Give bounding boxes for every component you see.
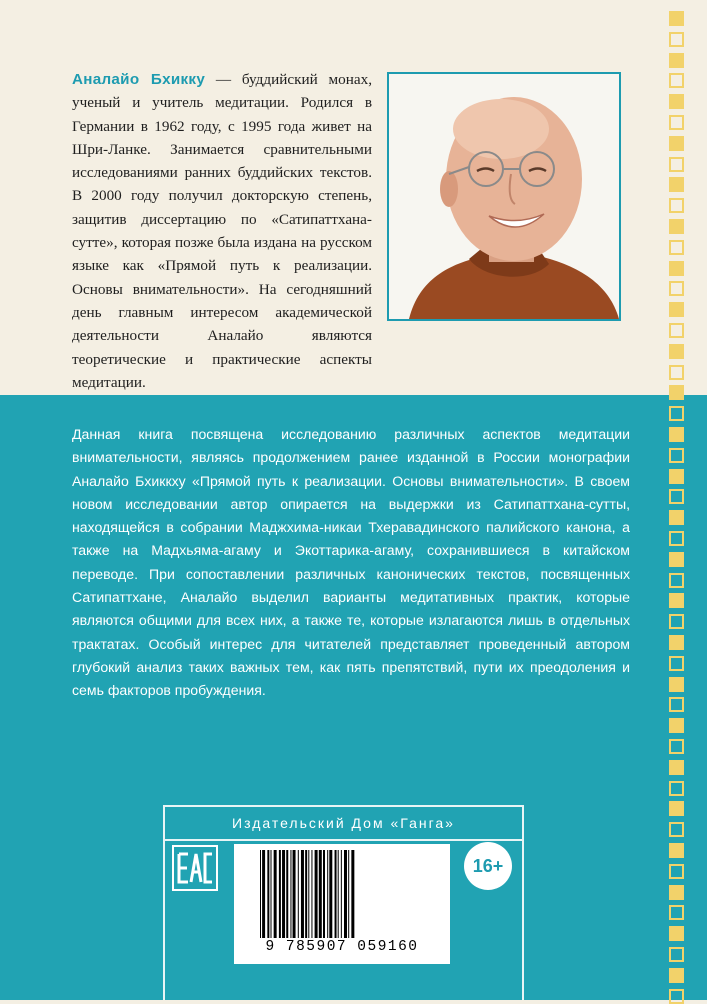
barcode-bar [329,850,332,938]
publisher-name: Издательский Дом «Ганга» [165,807,522,841]
strip-square [669,448,684,463]
strip-square [669,469,684,484]
barcode-bar [298,850,299,938]
strip-square [669,177,684,192]
strip-square [669,656,684,671]
strip-square [669,365,684,380]
strip-square [669,510,684,525]
barcode-bar [308,850,309,938]
strip-square [669,718,684,733]
author-bio-text: — буддийский монах, ученый и учитель медитации. Родился в Германии в 1962 году, с 1995 года живет на Шри-Ланке. Занимается сравнительными исследованиями ранних буддийских текстов. В 2000 году получил докторскую степень, защитив диссертацию по «Сатипаттхана-сутте», которая позже была издана на русском языке как «Прямой путь к реализации. Основы внимательности». На сегодняшний день главным интересом академической деятельности Аналайо являются теоретические и практические аспекты медитации. [72,71,372,391]
strip-square [669,926,684,941]
barcode-bar [311,850,312,938]
strip-square [669,822,684,837]
barcode-bar [335,850,337,938]
strip-square [669,281,684,296]
author-portrait-image [389,74,619,319]
strip-square [669,115,684,130]
barcode-bar [286,850,288,938]
book-description: Данная книга посвящена исследованию различных аспектов медитации внимательности, являясь продолжением ранее изданной в России монографии Аналайо Бхиккху «Прямой путь к реализации. Основы внимательности». В своем новом исследовании автор опирается на выдержки из Сатипаттхана-сутты, находящейся в собрании Маджхима-никаи Тхеравадинского палийского канона, а также на Мадхьяма-агаму и Экоттарика-агаму, сохранившиеся в китайском переводе. При сопоставлении различных канонических текстов, посвященных Сатипаттхане, Аналайо выделил варианты медитативных практик, которые являются общими для всех них, а также те, которые излагаются лишь в отдельных трактатах. Особый интерес для читателей представляет проведенный автором глубокий анализ таких важных тем, как пять препятствий, пути их преодоления и семь факторов пробуждения. [72,426,630,699]
barcode-bar [262,850,265,938]
strip-square [669,781,684,796]
barcode-bar [348,850,349,938]
strip-square [669,406,684,421]
strip-square [669,323,684,338]
strip-square [669,427,684,442]
strip-square [669,635,684,650]
strip-square [669,677,684,692]
author-bio [72,68,372,394]
barcode-bar [279,850,281,938]
barcode-bar [267,850,269,938]
barcode-bar [260,850,261,938]
strip-square [669,947,684,962]
strip-square [669,968,684,983]
barcode-bar [271,850,272,938]
strip-square [669,573,684,588]
strip-square [669,11,684,26]
barcode-bar [282,850,285,938]
barcode-bar [301,850,304,938]
author-name: Аналайо Бхикку [72,71,206,88]
strip-square [669,843,684,858]
strip-square [669,198,684,213]
barcode-bar [290,850,291,938]
strip-square [669,552,684,567]
barcode-bar [338,850,339,938]
barcode-bar [319,850,322,938]
strip-square [669,261,684,276]
barcode-bar [274,850,277,938]
barcode-bar [315,850,318,938]
strip-square [669,302,684,317]
strip-square [669,489,684,504]
strip-square [669,344,684,359]
barcode-bars [260,850,424,938]
strip-square [669,739,684,754]
barcode-bar [327,850,328,938]
author-photo [387,72,621,321]
strip-square [669,905,684,920]
barcode-bar [305,850,307,938]
strip-square [669,53,684,68]
strip-square [669,593,684,608]
decorative-square-strip [660,0,707,1000]
isbn-barcode [234,844,450,964]
barcode-bar [341,850,342,938]
strip-square [669,531,684,546]
strip-square [669,885,684,900]
strip-square [669,760,684,775]
strip-square [669,73,684,88]
strip-square [669,32,684,47]
strip-square [669,219,684,234]
strip-square [669,136,684,151]
eac-certification-icon [172,845,218,891]
strip-square [669,864,684,879]
strip-square [669,697,684,712]
strip-square [669,157,684,172]
strip-square [669,240,684,255]
strip-square [669,989,684,1004]
age-rating-badge: 16+ [464,842,512,890]
strip-square [669,94,684,109]
isbn-number: 9 785907 059160 [265,939,419,955]
strip-square [669,385,684,400]
barcode-bar [323,850,325,938]
barcode-bar [344,850,347,938]
strip-square [669,801,684,816]
barcode-bar [351,850,354,938]
barcode-bar [293,850,296,938]
strip-square [669,614,684,629]
